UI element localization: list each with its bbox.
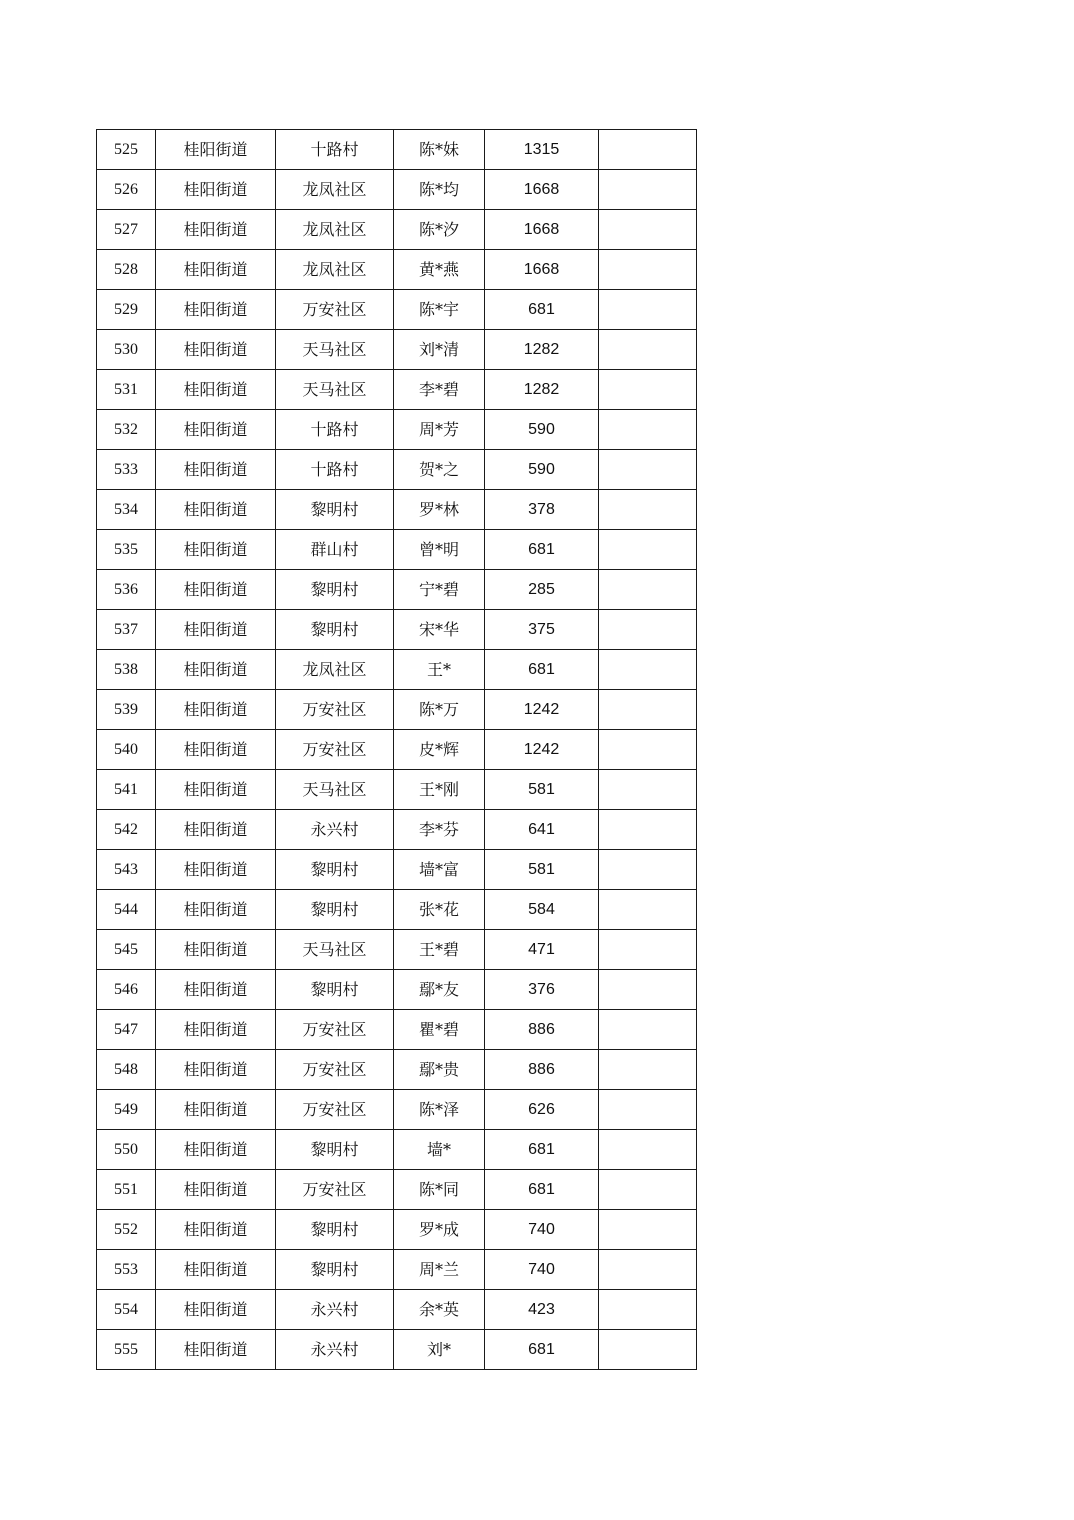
- street-cell: 桂阳街道: [156, 1290, 276, 1330]
- amount-cell: 1282: [485, 330, 599, 370]
- remark-cell: [599, 450, 697, 490]
- row-number-cell: 539: [97, 690, 156, 730]
- street-cell: 桂阳街道: [156, 210, 276, 250]
- amount-cell: 681: [485, 650, 599, 690]
- amount-cell: 886: [485, 1010, 599, 1050]
- amount-cell: 471: [485, 930, 599, 970]
- village-cell: 十路村: [276, 410, 394, 450]
- village-cell: 万安社区: [276, 1090, 394, 1130]
- person-name-cell: 刘*清: [394, 330, 485, 370]
- village-cell: 黎明村: [276, 970, 394, 1010]
- remark-cell: [599, 530, 697, 570]
- amount-cell: 375: [485, 610, 599, 650]
- remark-cell: [599, 890, 697, 930]
- remark-cell: [599, 610, 697, 650]
- table-row: [97, 290, 697, 330]
- person-name-cell: 王*: [394, 650, 485, 690]
- street-cell: 桂阳街道: [156, 1250, 276, 1290]
- row-number-cell: 527: [97, 210, 156, 250]
- row-number-cell: 529: [97, 290, 156, 330]
- amount-cell: 1668: [485, 210, 599, 250]
- remark-cell: [599, 410, 697, 450]
- table-row: [97, 770, 697, 810]
- street-cell: 桂阳街道: [156, 530, 276, 570]
- amount-cell: 1668: [485, 250, 599, 290]
- row-number-cell: 547: [97, 1010, 156, 1050]
- person-name-cell: 陈*均: [394, 170, 485, 210]
- table-row: [97, 970, 697, 1010]
- row-number-cell: 552: [97, 1210, 156, 1250]
- row-number-cell: 544: [97, 890, 156, 930]
- person-name-cell: 陈*妹: [394, 130, 485, 170]
- amount-cell: 1242: [485, 730, 599, 770]
- row-number-cell: 548: [97, 1050, 156, 1090]
- person-name-cell: 陈*泽: [394, 1090, 485, 1130]
- table-row: [97, 810, 697, 850]
- village-cell: 万安社区: [276, 690, 394, 730]
- row-number-cell: 533: [97, 450, 156, 490]
- village-cell: 天马社区: [276, 770, 394, 810]
- remark-cell: [599, 690, 697, 730]
- table-row: [97, 650, 697, 690]
- row-number-cell: 535: [97, 530, 156, 570]
- row-number-cell: 528: [97, 250, 156, 290]
- remark-cell: [599, 290, 697, 330]
- street-cell: 桂阳街道: [156, 1050, 276, 1090]
- street-cell: 桂阳街道: [156, 610, 276, 650]
- row-number-cell: 553: [97, 1250, 156, 1290]
- table-row: [97, 1170, 697, 1210]
- records-table: [96, 129, 697, 1370]
- person-name-cell: 贺*之: [394, 450, 485, 490]
- remark-cell: [599, 1250, 697, 1290]
- village-cell: 万安社区: [276, 290, 394, 330]
- person-name-cell: 王*碧: [394, 930, 485, 970]
- table-row: [97, 570, 697, 610]
- person-name-cell: 鄢*贵: [394, 1050, 485, 1090]
- person-name-cell: 墙*: [394, 1130, 485, 1170]
- street-cell: 桂阳街道: [156, 850, 276, 890]
- person-name-cell: 陈*同: [394, 1170, 485, 1210]
- street-cell: 桂阳街道: [156, 890, 276, 930]
- amount-cell: 886: [485, 1050, 599, 1090]
- amount-cell: 590: [485, 410, 599, 450]
- village-cell: 黎明村: [276, 890, 394, 930]
- amount-cell: 590: [485, 450, 599, 490]
- street-cell: 桂阳街道: [156, 810, 276, 850]
- street-cell: 桂阳街道: [156, 450, 276, 490]
- row-number-cell: 536: [97, 570, 156, 610]
- person-name-cell: 陈*宇: [394, 290, 485, 330]
- amount-cell: 626: [485, 1090, 599, 1130]
- street-cell: 桂阳街道: [156, 410, 276, 450]
- amount-cell: 681: [485, 1330, 599, 1370]
- person-name-cell: 鄢*友: [394, 970, 485, 1010]
- village-cell: 十路村: [276, 450, 394, 490]
- remark-cell: [599, 650, 697, 690]
- person-name-cell: 余*英: [394, 1290, 485, 1330]
- row-number-cell: 542: [97, 810, 156, 850]
- amount-cell: 681: [485, 290, 599, 330]
- row-number-cell: 555: [97, 1330, 156, 1370]
- street-cell: 桂阳街道: [156, 730, 276, 770]
- row-number-cell: 530: [97, 330, 156, 370]
- row-number-cell: 541: [97, 770, 156, 810]
- table-row: [97, 250, 697, 290]
- amount-cell: 1668: [485, 170, 599, 210]
- row-number-cell: 550: [97, 1130, 156, 1170]
- table-row: [97, 1290, 697, 1330]
- person-name-cell: 周*芳: [394, 410, 485, 450]
- amount-cell: 581: [485, 770, 599, 810]
- village-cell: 群山村: [276, 530, 394, 570]
- table-row: [97, 130, 697, 170]
- street-cell: 桂阳街道: [156, 970, 276, 1010]
- row-number-cell: 532: [97, 410, 156, 450]
- person-name-cell: 皮*辉: [394, 730, 485, 770]
- remark-cell: [599, 490, 697, 530]
- person-name-cell: 宁*碧: [394, 570, 485, 610]
- table-row: [97, 450, 697, 490]
- village-cell: 万安社区: [276, 1050, 394, 1090]
- village-cell: 万安社区: [276, 1170, 394, 1210]
- remark-cell: [599, 970, 697, 1010]
- street-cell: 桂阳街道: [156, 650, 276, 690]
- remark-cell: [599, 930, 697, 970]
- table-row: [97, 210, 697, 250]
- amount-cell: 740: [485, 1210, 599, 1250]
- village-cell: 龙凤社区: [276, 650, 394, 690]
- village-cell: 万安社区: [276, 730, 394, 770]
- table-row: [97, 490, 697, 530]
- row-number-cell: 537: [97, 610, 156, 650]
- row-number-cell: 526: [97, 170, 156, 210]
- street-cell: 桂阳街道: [156, 1130, 276, 1170]
- person-name-cell: 瞿*碧: [394, 1010, 485, 1050]
- table-row: [97, 1010, 697, 1050]
- row-number-cell: 540: [97, 730, 156, 770]
- table-row: [97, 730, 697, 770]
- remark-cell: [599, 370, 697, 410]
- amount-cell: 641: [485, 810, 599, 850]
- street-cell: 桂阳街道: [156, 690, 276, 730]
- street-cell: 桂阳街道: [156, 1210, 276, 1250]
- remark-cell: [599, 770, 697, 810]
- remark-cell: [599, 1050, 697, 1090]
- amount-cell: 581: [485, 850, 599, 890]
- person-name-cell: 王*刚: [394, 770, 485, 810]
- row-number-cell: 525: [97, 130, 156, 170]
- table-row: [97, 330, 697, 370]
- table-row: [97, 1210, 697, 1250]
- amount-cell: 681: [485, 1170, 599, 1210]
- remark-cell: [599, 250, 697, 290]
- remark-cell: [599, 170, 697, 210]
- village-cell: 龙凤社区: [276, 170, 394, 210]
- village-cell: 天马社区: [276, 930, 394, 970]
- street-cell: 桂阳街道: [156, 930, 276, 970]
- table-row: [97, 410, 697, 450]
- village-cell: 万安社区: [276, 1010, 394, 1050]
- amount-cell: 285: [485, 570, 599, 610]
- village-cell: 黎明村: [276, 490, 394, 530]
- row-number-cell: 546: [97, 970, 156, 1010]
- person-name-cell: 宋*华: [394, 610, 485, 650]
- table-row: [97, 610, 697, 650]
- table-row: [97, 690, 697, 730]
- remark-cell: [599, 730, 697, 770]
- street-cell: 桂阳街道: [156, 170, 276, 210]
- row-number-cell: 531: [97, 370, 156, 410]
- remark-cell: [599, 1090, 697, 1130]
- village-cell: 龙凤社区: [276, 250, 394, 290]
- street-cell: 桂阳街道: [156, 570, 276, 610]
- remark-cell: [599, 1330, 697, 1370]
- table-row: [97, 1250, 697, 1290]
- village-cell: 天马社区: [276, 370, 394, 410]
- remark-cell: [599, 850, 697, 890]
- person-name-cell: 李*碧: [394, 370, 485, 410]
- person-name-cell: 墙*富: [394, 850, 485, 890]
- village-cell: 十路村: [276, 130, 394, 170]
- remark-cell: [599, 1130, 697, 1170]
- street-cell: 桂阳街道: [156, 130, 276, 170]
- remark-cell: [599, 570, 697, 610]
- street-cell: 桂阳街道: [156, 250, 276, 290]
- remark-cell: [599, 210, 697, 250]
- table-row: [97, 850, 697, 890]
- remark-cell: [599, 810, 697, 850]
- street-cell: 桂阳街道: [156, 330, 276, 370]
- remark-cell: [599, 330, 697, 370]
- remark-cell: [599, 1210, 697, 1250]
- amount-cell: 378: [485, 490, 599, 530]
- records-table-body: [97, 130, 697, 1370]
- street-cell: 桂阳街道: [156, 1330, 276, 1370]
- row-number-cell: 554: [97, 1290, 156, 1330]
- remark-cell: [599, 130, 697, 170]
- amount-cell: 681: [485, 530, 599, 570]
- table-row: [97, 1050, 697, 1090]
- amount-cell: 681: [485, 1130, 599, 1170]
- table-row: [97, 170, 697, 210]
- row-number-cell: 551: [97, 1170, 156, 1210]
- street-cell: 桂阳街道: [156, 290, 276, 330]
- person-name-cell: 陈*万: [394, 690, 485, 730]
- village-cell: 黎明村: [276, 610, 394, 650]
- village-cell: 黎明村: [276, 570, 394, 610]
- person-name-cell: 陈*汐: [394, 210, 485, 250]
- table-row: [97, 370, 697, 410]
- village-cell: 永兴村: [276, 810, 394, 850]
- table-row: [97, 1330, 697, 1370]
- amount-cell: 584: [485, 890, 599, 930]
- village-cell: 黎明村: [276, 850, 394, 890]
- person-name-cell: 张*花: [394, 890, 485, 930]
- person-name-cell: 李*芬: [394, 810, 485, 850]
- village-cell: 黎明村: [276, 1130, 394, 1170]
- amount-cell: 740: [485, 1250, 599, 1290]
- remark-cell: [599, 1290, 697, 1330]
- row-number-cell: 545: [97, 930, 156, 970]
- table-row: [97, 1130, 697, 1170]
- table-row: [97, 890, 697, 930]
- person-name-cell: 刘*: [394, 1330, 485, 1370]
- village-cell: 永兴村: [276, 1290, 394, 1330]
- remark-cell: [599, 1010, 697, 1050]
- street-cell: 桂阳街道: [156, 1010, 276, 1050]
- amount-cell: 1242: [485, 690, 599, 730]
- row-number-cell: 534: [97, 490, 156, 530]
- street-cell: 桂阳街道: [156, 370, 276, 410]
- amount-cell: 376: [485, 970, 599, 1010]
- village-cell: 黎明村: [276, 1210, 394, 1250]
- table-row: [97, 930, 697, 970]
- street-cell: 桂阳街道: [156, 1170, 276, 1210]
- street-cell: 桂阳街道: [156, 770, 276, 810]
- village-cell: 黎明村: [276, 1250, 394, 1290]
- street-cell: 桂阳街道: [156, 1090, 276, 1130]
- table-row: [97, 1090, 697, 1130]
- person-name-cell: 曾*明: [394, 530, 485, 570]
- person-name-cell: 罗*成: [394, 1210, 485, 1250]
- person-name-cell: 周*兰: [394, 1250, 485, 1290]
- row-number-cell: 538: [97, 650, 156, 690]
- amount-cell: 1315: [485, 130, 599, 170]
- table-row: [97, 530, 697, 570]
- row-number-cell: 549: [97, 1090, 156, 1130]
- person-name-cell: 罗*林: [394, 490, 485, 530]
- person-name-cell: 黄*燕: [394, 250, 485, 290]
- village-cell: 龙凤社区: [276, 210, 394, 250]
- street-cell: 桂阳街道: [156, 490, 276, 530]
- amount-cell: 423: [485, 1290, 599, 1330]
- remark-cell: [599, 1170, 697, 1210]
- row-number-cell: 543: [97, 850, 156, 890]
- amount-cell: 1282: [485, 370, 599, 410]
- village-cell: 天马社区: [276, 330, 394, 370]
- village-cell: 永兴村: [276, 1330, 394, 1370]
